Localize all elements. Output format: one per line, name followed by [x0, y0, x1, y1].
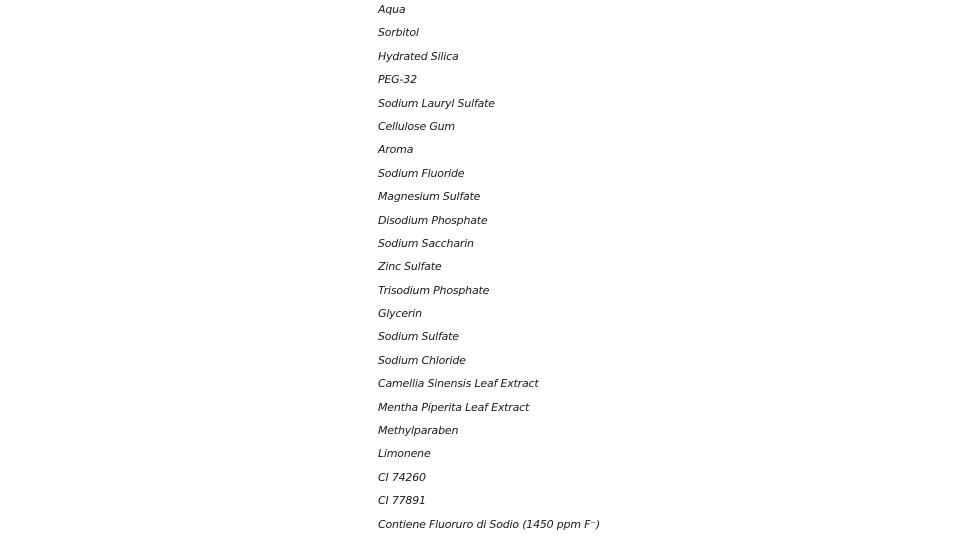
ingredient-item: Zinc Sulfate [378, 260, 442, 274]
ingredient-item: Sorbitol [378, 26, 419, 40]
ingredient-item: PEG-32 [378, 73, 417, 87]
ingredient-item: Hydrated Silica [378, 49, 459, 63]
ingredient-item: Disodium Phosphate [378, 213, 488, 227]
ingredient-item: CI 77891 [378, 494, 426, 508]
ingredient-item: Sodium Saccharin [378, 236, 474, 250]
ingredient-item: Sodium Lauryl Sulfate [378, 96, 495, 110]
ingredient-item: Aroma [378, 143, 414, 157]
ingredient-item: Aqua [378, 3, 406, 16]
ingredient-item: Glycerin [378, 307, 422, 321]
ingredient-item: Mentha Piperita Leaf Extract [378, 400, 530, 414]
ingredient-item: Limonene [378, 447, 431, 461]
ingredient-item: Sodium Chloride [378, 353, 466, 367]
ingredient-list [378, 0, 600, 538]
ingredient-item: Magnesium Sulfate [378, 190, 481, 204]
ingredient-fluoride-note: Contiene Fluoruro di Sodio (1450 ppm F⁻) [378, 517, 600, 531]
ingredient-item: Trisodium Phosphate [378, 283, 490, 297]
ingredient-item: Sodium Sulfate [378, 330, 459, 344]
ingredient-item: CI 74260 [378, 470, 426, 484]
ingredient-item: Sodium Fluoride [378, 166, 465, 180]
ingredient-item: Cellulose Gum [378, 119, 455, 133]
ingredient-item: Camellia Sinensis Leaf Extract [378, 377, 539, 391]
ingredient-item: Methylparaben [378, 424, 459, 438]
